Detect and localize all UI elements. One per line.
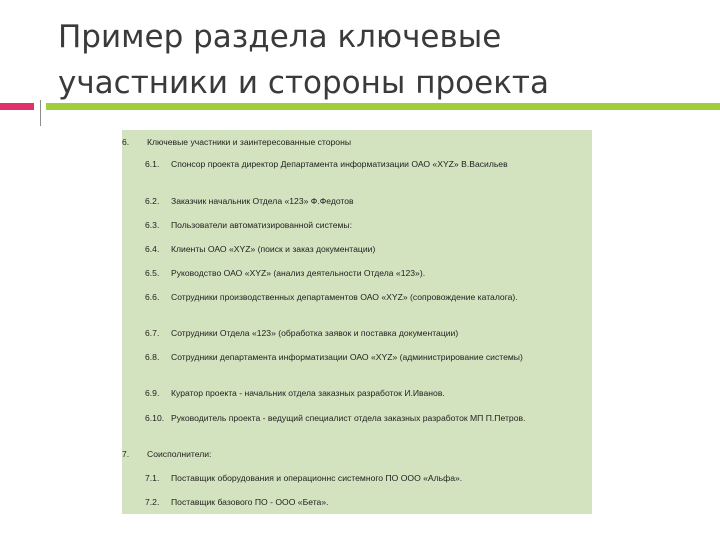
item-number: 6.8.: [145, 352, 160, 362]
item-number: 6.7.: [145, 328, 160, 338]
item-number: 6.3.: [145, 220, 160, 230]
item-text: Руководство ОАО «XYZ» (анализ деятельности Отдела «123»).: [171, 268, 426, 278]
document-excerpt: [122, 130, 592, 514]
section-title: Ключевые участники и заинтересованные стороны: [147, 137, 352, 147]
item-number: 6.5.: [145, 268, 160, 278]
item-text: Руководитель проекта - ведущий специалист отдела заказных разработок МП П.Петров.: [171, 413, 526, 423]
item-text: Пользователи автоматизированной системы:: [171, 220, 352, 230]
item-text: Поставщик базового ПО - ООО «Бета».: [171, 497, 329, 507]
item-text: Сотрудники производственных департаментов ОАО «XYZ» (сопровождение каталога).: [171, 292, 518, 302]
section-title: Соисполнители:: [147, 449, 212, 459]
item-number: 6.9.: [145, 388, 160, 398]
item-number: 6.4.: [145, 244, 160, 254]
item-text: Сотрудники департамента информатизации ОАО «XYZ» (администрирование системы): [171, 352, 523, 362]
accent-pink-stripe: [0, 103, 34, 110]
item-text: Клиенты ОАО «XYZ» (поиск и заказ документации): [171, 244, 376, 254]
item-text: Спонсор проекта директор Департамента информатизации ОАО «XYZ» В.Васильев: [171, 159, 508, 169]
section-number: 7.: [122, 449, 130, 459]
slide-title: [58, 14, 698, 106]
accent-green-stripe: [46, 103, 720, 110]
slide-title-line-1: Пример раздела ключевые: [58, 19, 502, 55]
accent-divider: [40, 100, 41, 126]
item-number: 6.2.: [145, 196, 160, 206]
item-number: 6.1.: [145, 159, 160, 169]
item-text: Сотрудники Отдела «123» (обработка заявок и поставка документации): [171, 328, 459, 338]
item-text: Заказчик начальник Отдела «123» Ф.Федотов: [171, 196, 354, 206]
item-text: Поставщик оборудования и операционнс системного ПО ООО «Альфа».: [171, 473, 463, 483]
item-text: Куратор проекта - начальник отдела заказных разработок И.Иванов.: [171, 388, 445, 398]
accent-bar: [0, 100, 720, 114]
slide-title-line-2: участники и стороны проекта: [58, 65, 549, 101]
section-number: 6.: [122, 137, 130, 147]
item-number: 7.2.: [145, 497, 160, 507]
item-number: 6.6.: [145, 292, 160, 302]
item-number: 6.10.: [145, 413, 165, 423]
item-number: 7.1.: [145, 473, 160, 483]
